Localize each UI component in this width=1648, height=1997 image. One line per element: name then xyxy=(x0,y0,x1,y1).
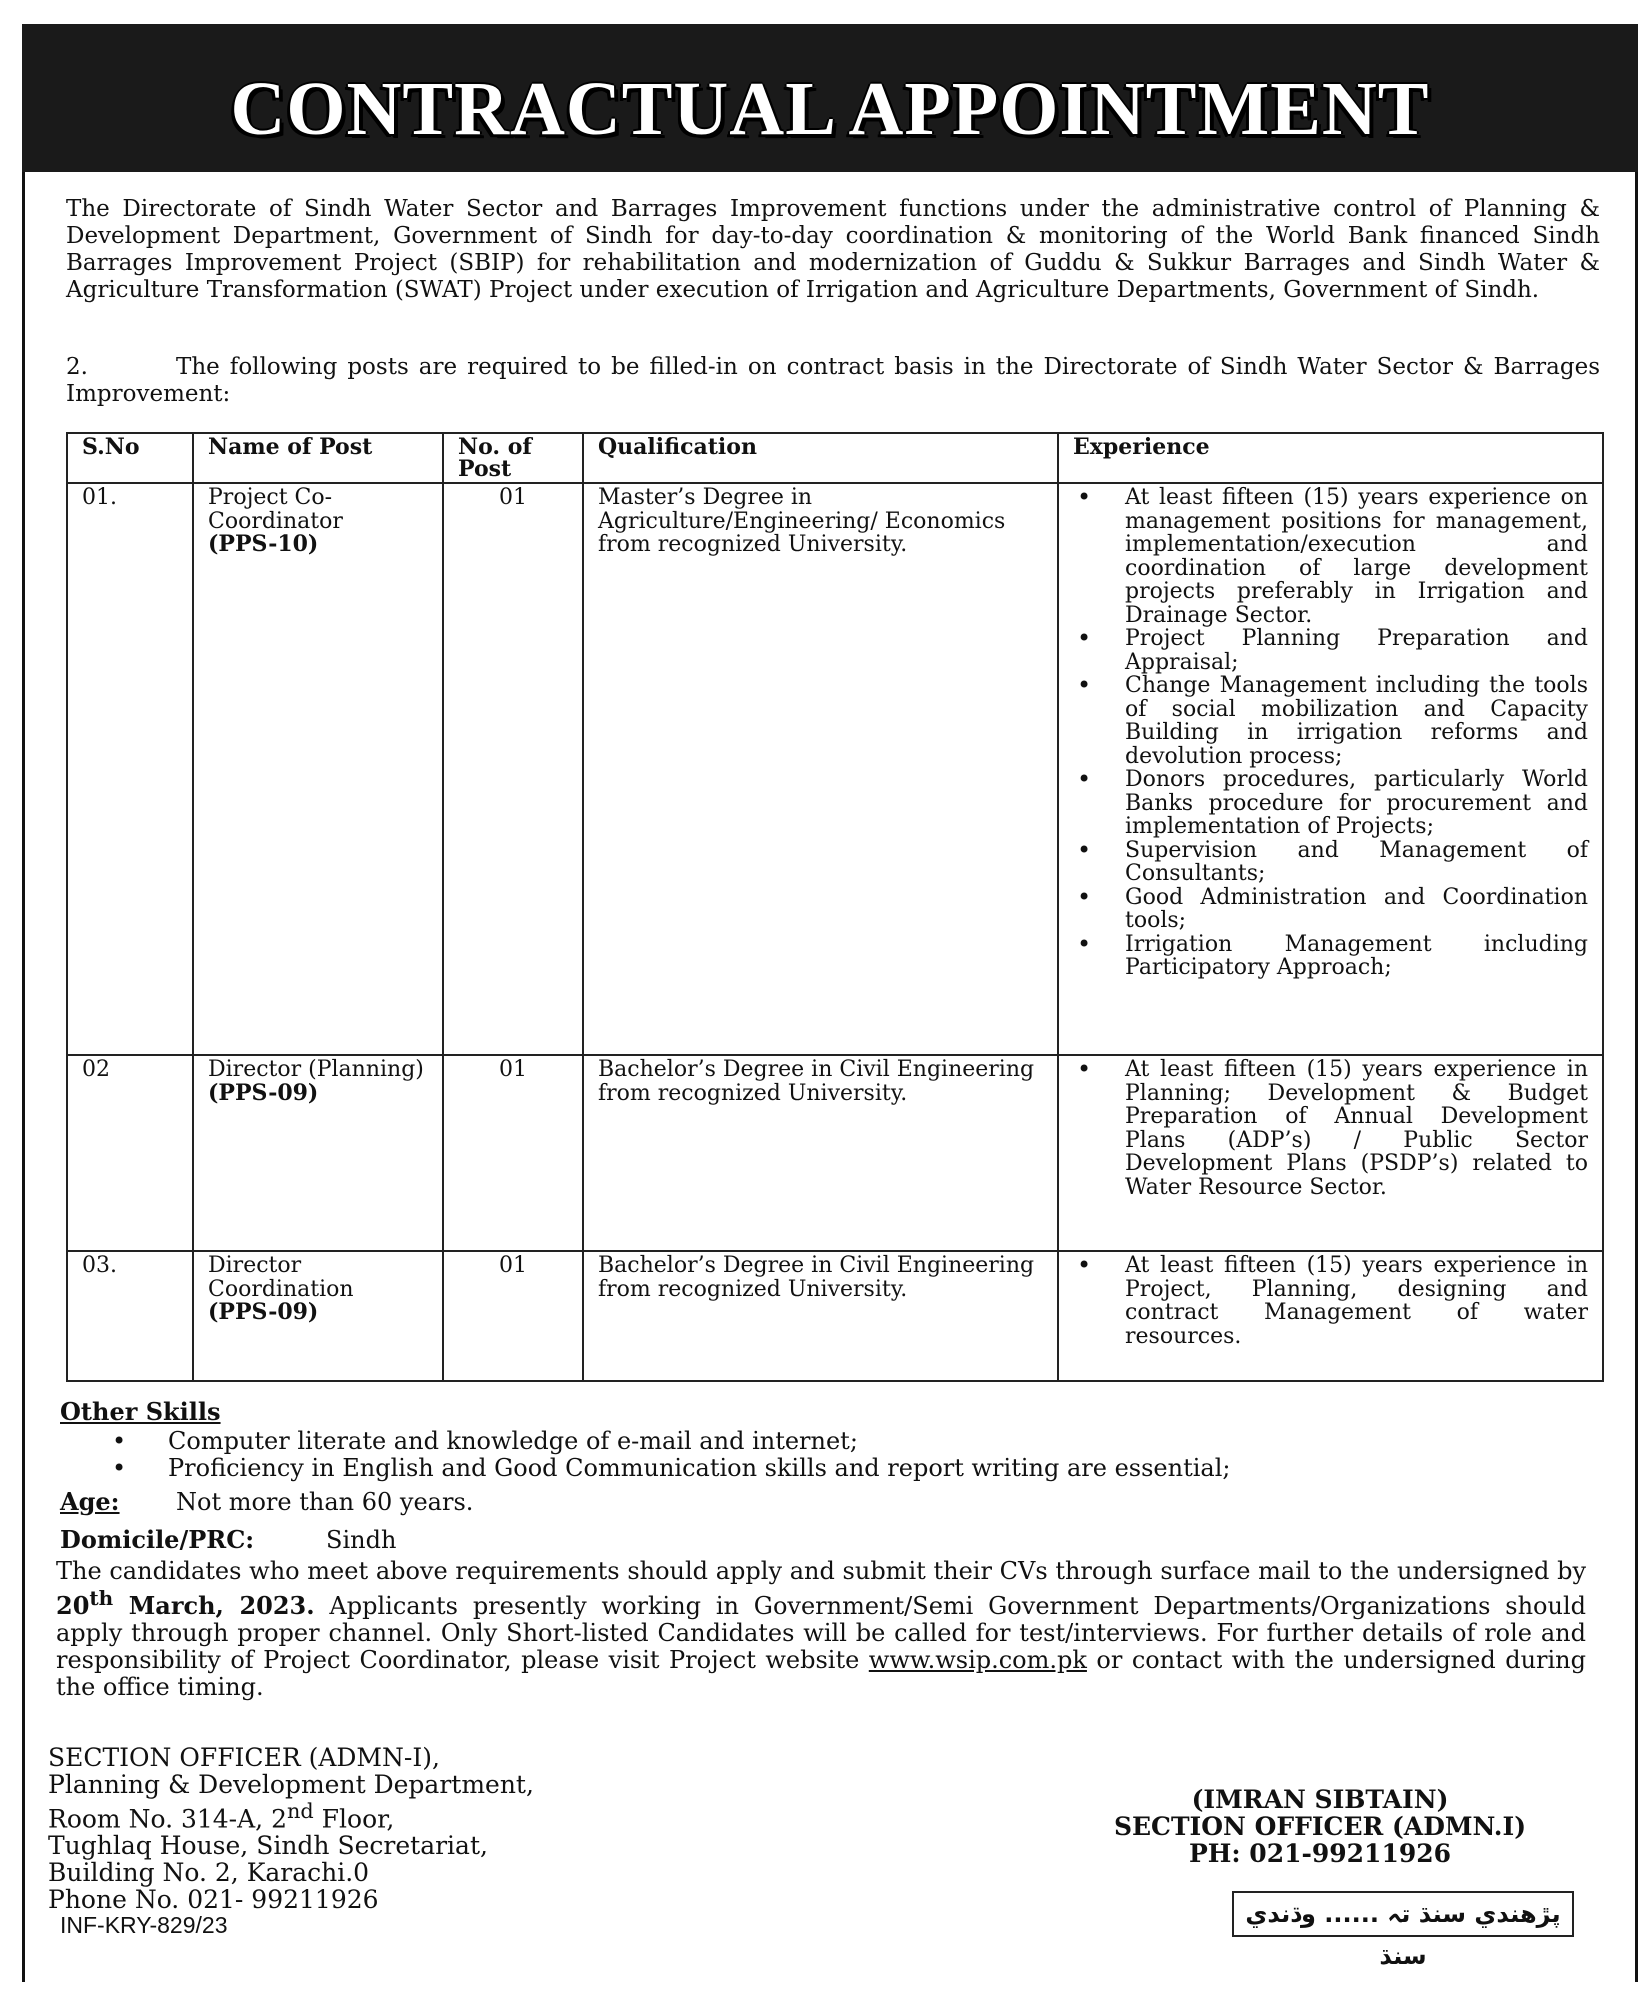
header-sno: S.No xyxy=(67,433,193,483)
address-line: Building No. 2, Karachi.0 xyxy=(48,1858,370,1888)
age-value: Not more than 60 years. xyxy=(176,1488,474,1516)
row-no-of-post: 01 xyxy=(443,1251,583,1381)
row-qualification: Master’s Degree in Agriculture/Engineering/ Economics from recognized University. xyxy=(583,483,1058,1055)
row-post-name xyxy=(193,483,443,1055)
row-experience xyxy=(1058,483,1603,1055)
deadline-suffix: th xyxy=(89,1586,114,1610)
table-row xyxy=(67,1251,1603,1381)
header-name-of-post: Name of Post xyxy=(193,433,443,483)
domicile-requirement xyxy=(60,1526,396,1554)
signature-block xyxy=(1040,1786,1600,1867)
row-qualification: Bachelor’s Degree in Civil Engineering from recognized University. xyxy=(583,1055,1058,1251)
page-title: CONTRACTUAL APPOINTMENT xyxy=(230,67,1430,151)
row-experience xyxy=(1058,1055,1603,1251)
deadline-month-year: March, 2023. xyxy=(113,1591,315,1620)
post-title: Director Coordination xyxy=(208,1253,354,1302)
skill-item: • Computer literate and knowledge of e-mail and internet; xyxy=(112,1428,1612,1455)
apply-text-continued: Applicants presently working in Government/Semi Government Departments/Organizations should apply through proper channel. Only Short-listed Candidates will be called for test/interviews. For further details of role and responsibility of Project Coordinator, please visit Project website xyxy=(56,1592,1587,1674)
header-experience: Experience xyxy=(1058,433,1603,483)
other-skills-heading: Other Skills xyxy=(60,1397,221,1426)
address-floor: Floor, xyxy=(313,1804,395,1834)
domicile-label: Domicile/PRC: xyxy=(60,1525,255,1554)
posts-table xyxy=(66,432,1604,1382)
other-skills-list xyxy=(112,1428,1612,1482)
experience-item: • Change Management including the tools of social mobilization and Capacity Building in irrigation reforms and devolution process; xyxy=(1125,674,1588,768)
experience-item: • Project Planning Preparation and Appraisal; xyxy=(1125,627,1588,674)
post-grade: (PPS-09) xyxy=(208,1079,319,1106)
row-post-name xyxy=(193,1251,443,1381)
address-line: SECTION OFFICER (ADMN-I), xyxy=(48,1743,440,1772)
experience-item: • At least fifteen (15) years experience on management positions for management, implementation/execution and coordination of large development projects preferably in Irrigation and Drainage Sector. xyxy=(1125,486,1588,627)
address-line: Tughlaq House, Sindh Secretariat, xyxy=(48,1831,488,1861)
apply-text-end: or contact with the undersigned during the office timing. xyxy=(56,1646,1586,1701)
slogan-box: پڙهندي سنڌ تہ ...... وڌندي سنڌ xyxy=(1232,1891,1574,1937)
signatory-designation: SECTION OFFICER (ADMN.I) xyxy=(1113,1812,1527,1841)
application-instructions xyxy=(56,1558,1586,1701)
age-requirement xyxy=(60,1488,473,1516)
address-line xyxy=(48,1798,534,1832)
deadline-day: 20 xyxy=(56,1591,90,1620)
post-title: Project Co-Coordinator xyxy=(208,485,343,534)
post-grade: (PPS-09) xyxy=(208,1299,319,1325)
row-sno: 03. xyxy=(67,1251,193,1381)
row-no-of-post: 01 xyxy=(443,483,583,1055)
experience-item: • Good Administration and Coordination tools; xyxy=(1125,886,1588,933)
post-title: Director (Planning) xyxy=(208,1057,424,1082)
experience-item: • At least fifteen (15) years experience in Planning; Development & Budget Preparation of Annual Development Plans (ADP’s) / Public Sector Development Plans (PSDP’s) related to Water Resource Sector. xyxy=(1125,1058,1588,1199)
paragraph-number: 2. xyxy=(66,354,88,380)
project-website-link[interactable]: www.wsip.com.pk xyxy=(868,1646,1087,1674)
row-post-name xyxy=(193,1055,443,1251)
address-room: Room No. 314-A, 2 xyxy=(48,1804,287,1834)
domicile-value: Sindh xyxy=(326,1526,397,1554)
row-no-of-post: 01 xyxy=(443,1055,583,1251)
signatory-name: (IMRAN SIBTAIN) xyxy=(1191,1785,1449,1814)
intro-paragraph: The Directorate of Sindh Water Sector and Barrages Improvement functions under the administrative control of Planning & Development Department, Government of Sindh for day-to-day coordination & monitoring of the World Bank financed Sindh Barrages Improvement Project (SBIP) for rehabilitation and modernization of Guddu & Sukkur Barrages and Sindh Water & Agriculture Transformation (SWAT) Project under execution of Irrigation and Agriculture Departments, Government of Sindh. xyxy=(66,196,1600,303)
reference-number: INF-KRY-829/23 xyxy=(60,1912,228,1938)
header-banner xyxy=(22,24,1638,172)
post-grade: (PPS-10) xyxy=(208,531,319,557)
address-floor-suffix: nd xyxy=(286,1799,314,1823)
deadline xyxy=(56,1586,315,1620)
row-experience xyxy=(1058,1251,1603,1381)
header-no-of-post: No. of Post xyxy=(443,433,583,483)
table-row xyxy=(67,483,1603,1055)
address-line: Planning & Development Department, xyxy=(48,1770,534,1799)
age-label: Age: xyxy=(60,1487,120,1516)
header-qualification: Qualification xyxy=(583,433,1058,483)
posts-paragraph xyxy=(66,354,1600,408)
apply-text: The candidates who meet above requirements should apply and submit their CVs through surface mail to the undersigned by xyxy=(56,1557,1586,1585)
experience-item: • Donors procedures, particularly World Banks procedure for procurement and implementation of Projects; xyxy=(1125,768,1588,839)
posts-paragraph-text: The following posts are required to be filled-in on contract basis in the Directorate of Sindh Water Sector & Barrages Improvement: xyxy=(66,354,1600,407)
row-sno: 02 xyxy=(67,1055,193,1251)
address-phone: Phone No. 021- 99211926 xyxy=(48,1885,379,1915)
experience-item: • Irrigation Management including Participatory Approach; xyxy=(1125,933,1588,980)
row-qualification: Bachelor’s Degree in Civil Engineering from recognized University. xyxy=(583,1251,1058,1381)
table-row xyxy=(67,1055,1603,1251)
office-address xyxy=(48,1744,534,1913)
experience-item: • Supervision and Management of Consultants; xyxy=(1125,839,1588,886)
table-header-row xyxy=(67,433,1603,483)
skill-item: • Proficiency in English and Good Communication skills and report writing are essential; xyxy=(112,1455,1612,1482)
experience-item: • At least fifteen (15) years experience in Project, Planning, designing and contract Management of water resources. xyxy=(1125,1254,1588,1348)
row-sno: 01. xyxy=(67,483,193,1055)
signatory-phone: PH: 021-99211926 xyxy=(1188,1839,1452,1868)
